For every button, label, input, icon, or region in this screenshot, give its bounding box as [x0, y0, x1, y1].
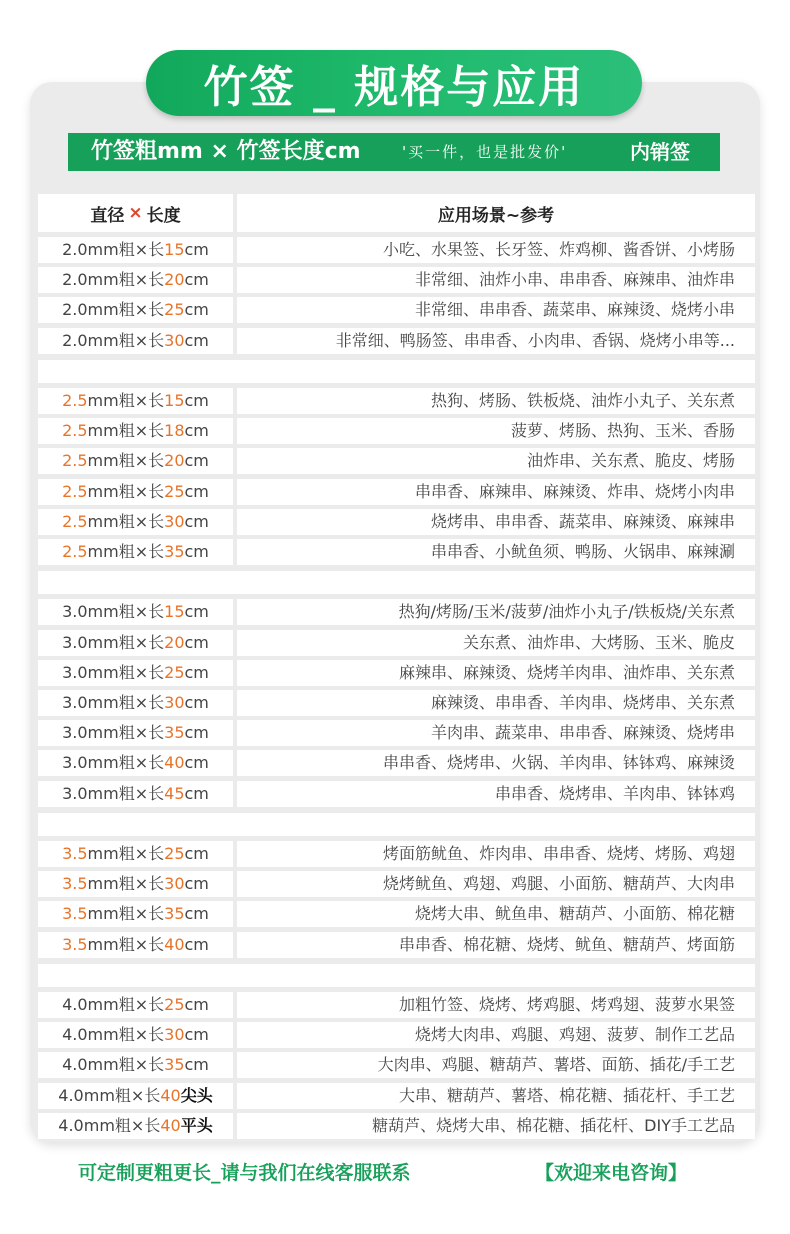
diameter-value: 3.5 — [62, 904, 88, 924]
diameter-value: 3.0 — [62, 723, 88, 743]
diameter-value: 3.0 — [62, 632, 88, 652]
length-value: 20 — [164, 632, 185, 652]
diameter-value: 2.0 — [62, 240, 88, 259]
diameter-value: 4.0 — [62, 1025, 88, 1045]
usage-cell: 小吃、水果签、长牙签、炸鸡柳、酱香饼、小烤肠 — [237, 237, 755, 263]
usage-cell: 热狗、烤肠、铁板烧、油炸小丸子、关东煮 — [237, 388, 755, 414]
size-cell — [38, 599, 233, 625]
size-connector: mm粗×长 — [87, 421, 165, 441]
length-unit: cm — [184, 1055, 209, 1075]
table-row — [38, 1113, 755, 1139]
tip-type: 平头 — [180, 1115, 213, 1135]
usage-cell: 非常细、串串香、蔬菜串、麻辣烫、烧烤小串 — [237, 297, 755, 323]
size-connector: mm粗×长 — [87, 723, 165, 743]
usage-cell: 串串香、小鱿鱼须、鸭肠、火锅串、麻辣涮 — [237, 539, 755, 565]
length-unit: cm — [184, 934, 209, 954]
diameter-value: 3.0 — [62, 662, 88, 682]
usage-cell: 烧烤大串、鱿鱼串、糖葫芦、小面筋、棉花糖 — [237, 901, 755, 927]
length-value: 25 — [164, 995, 185, 1014]
diameter-value: 2.5 — [62, 451, 88, 471]
size-connector: mm粗×长 — [87, 783, 165, 803]
table-row — [38, 388, 755, 414]
length-unit: cm — [184, 995, 209, 1014]
size-cell — [38, 992, 233, 1018]
size-connector: mm粗×长 — [87, 542, 165, 561]
table-row — [38, 297, 755, 323]
footer-custom-note: 可定制更粗更长_请与我们在线客服联系 — [78, 1162, 411, 1184]
diameter-value: 4.0 — [58, 1115, 84, 1135]
table-row — [38, 1052, 755, 1078]
length-unit: cm — [184, 602, 209, 622]
usage-cell: 大肉串、鸡腿、糖葫芦、薯塔、面筋、插花/手工艺 — [237, 1052, 755, 1078]
usage-cell: 烧烤鱿鱼、鸡翅、鸡腿、小面筋、糖葫芦、大肉串 — [237, 871, 755, 897]
size-cell — [38, 901, 233, 927]
size-connector: mm粗×长 — [87, 662, 165, 682]
diameter-value: 3.0 — [62, 783, 88, 803]
size-connector: mm粗×长 — [87, 451, 165, 471]
usage-cell: 烧烤大肉串、鸡腿、鸡翅、菠萝、制作工艺品 — [237, 1022, 755, 1048]
usage-cell: 糖葫芦、烧烤大串、棉花糖、插花杆、DIY手工艺品 — [237, 1113, 755, 1139]
table-row — [38, 267, 755, 293]
length-value: 25 — [164, 300, 185, 320]
length-value: 18 — [164, 421, 185, 441]
table-row — [38, 932, 755, 958]
length-unit: cm — [184, 874, 209, 894]
length-value: 35 — [164, 723, 185, 743]
diameter-value: 3.5 — [62, 934, 88, 954]
table-row — [38, 1022, 755, 1048]
length-unit: cm — [184, 511, 209, 531]
size-cell — [38, 630, 233, 656]
size-cell — [38, 448, 233, 474]
usage-cell: 烧烤串、串串香、蔬菜串、麻辣烫、麻辣串 — [237, 509, 755, 535]
length-value: 25 — [164, 481, 185, 501]
table-row — [38, 539, 755, 565]
size-connector: mm粗×长 — [87, 330, 165, 350]
subtitle-spec-format: 竹签粗mm × 竹签长度cm — [91, 139, 361, 164]
table-row — [38, 630, 755, 656]
size-connector: mm粗×长 — [87, 874, 165, 894]
size-cell — [38, 509, 233, 535]
size-connector: mm粗×长 — [87, 240, 165, 259]
size-connector: mm粗×长 — [87, 995, 165, 1014]
diameter-value: 3.5 — [62, 874, 88, 894]
length-unit: cm — [184, 421, 209, 441]
diameter-value: 2.5 — [62, 511, 88, 531]
length-value: 20 — [164, 270, 185, 290]
group-separator — [38, 360, 755, 383]
length-unit: cm — [184, 662, 209, 682]
size-cell — [38, 660, 233, 686]
diameter-value: 4.0 — [58, 1085, 84, 1105]
table-row — [38, 720, 755, 746]
diameter-value: 2.5 — [62, 421, 88, 441]
header-size — [38, 194, 233, 232]
length-unit: cm — [184, 723, 209, 743]
length-unit: cm — [184, 904, 209, 924]
length-value: 30 — [164, 511, 185, 531]
length-unit: cm — [184, 844, 209, 863]
size-cell — [38, 297, 233, 323]
usage-cell: 串串香、烧烤串、火锅、羊肉串、钵钵鸡、麻辣烫 — [237, 750, 755, 776]
length-value: 30 — [164, 693, 185, 712]
size-cell — [38, 479, 233, 505]
length-value: 40 — [160, 1085, 181, 1105]
size-connector: mm粗×长 — [87, 1055, 165, 1075]
size-cell — [38, 781, 233, 807]
length-value: 25 — [164, 844, 185, 863]
length-unit: cm — [184, 1025, 209, 1045]
size-cell — [38, 1113, 233, 1139]
length-unit: cm — [184, 753, 209, 773]
table-row — [38, 509, 755, 535]
size-connector: mm粗×长 — [87, 934, 165, 954]
subtitle-slogan: '买一件，也是批发价' — [402, 143, 568, 161]
usage-cell: 菠萝、烤肠、热狗、玉米、香肠 — [237, 418, 755, 444]
length-value: 35 — [164, 1055, 185, 1075]
length-unit: cm — [184, 693, 209, 712]
table-header — [38, 194, 755, 232]
page-title: 竹签 _ 规格与应用 — [146, 50, 642, 116]
table-row — [38, 599, 755, 625]
diameter-value: 2.0 — [62, 330, 88, 350]
length-value: 45 — [164, 783, 185, 803]
usage-cell: 串串香、麻辣串、麻辣烫、炸串、烧烤小肉串 — [237, 479, 755, 505]
header-length-label: 长度 — [146, 205, 181, 226]
length-value: 40 — [164, 753, 185, 773]
usage-cell: 串串香、棉花糖、烧烤、鱿鱼、糖葫芦、烤面筋 — [237, 932, 755, 958]
size-cell — [38, 539, 233, 565]
group-separator — [38, 964, 755, 987]
length-value: 15 — [164, 391, 185, 410]
length-value: 35 — [164, 542, 185, 561]
length-value: 30 — [164, 874, 185, 894]
table-row — [38, 901, 755, 927]
usage-cell: 加粗竹签、烧烤、烤鸡腿、烤鸡翅、菠萝水果签 — [237, 992, 755, 1018]
size-connector: mm粗×长 — [83, 1085, 161, 1105]
usage-cell: 串串香、烧烤串、羊肉串、钵钵鸡 — [237, 781, 755, 807]
length-value: 30 — [164, 330, 185, 350]
diameter-value: 3.0 — [62, 693, 88, 712]
diameter-value: 3.5 — [62, 844, 88, 863]
tip-type: 尖头 — [180, 1085, 213, 1105]
size-connector: mm粗×长 — [87, 602, 165, 622]
length-value: 15 — [164, 602, 185, 622]
size-connector: mm粗×长 — [87, 391, 165, 410]
size-cell — [38, 328, 233, 354]
diameter-value: 3.0 — [62, 753, 88, 773]
size-cell — [38, 237, 233, 263]
length-value: 40 — [160, 1115, 181, 1135]
usage-cell: 热狗/烤肠/玉米/菠萝/油炸小丸子/铁板烧/关东煮 — [237, 599, 755, 625]
size-cell — [38, 750, 233, 776]
length-unit: cm — [184, 451, 209, 471]
header-usage: 应用场景~参考 — [237, 194, 755, 232]
size-connector: mm粗×长 — [87, 270, 165, 290]
usage-cell: 麻辣串、麻辣烫、烧烤羊肉串、油炸串、关东煮 — [237, 660, 755, 686]
length-unit: cm — [184, 542, 209, 561]
table-row — [38, 237, 755, 263]
usage-cell: 羊肉串、蔬菜串、串串香、麻辣烫、烧烤串 — [237, 720, 755, 746]
diameter-value: 2.0 — [62, 270, 88, 290]
length-unit: cm — [184, 330, 209, 350]
size-cell — [38, 690, 233, 716]
size-connector: mm粗×长 — [87, 481, 165, 501]
length-unit: cm — [184, 391, 209, 410]
table-row — [38, 750, 755, 776]
size-connector: mm粗×长 — [87, 632, 165, 652]
usage-cell: 非常细、鸭肠签、串串香、小肉串、香锅、烧烤小串等... — [237, 328, 755, 354]
table-row — [38, 871, 755, 897]
size-connector: mm粗×长 — [87, 844, 165, 863]
footer-contact: 【欢迎来电咨询】 — [535, 1162, 688, 1184]
length-unit: cm — [184, 783, 209, 803]
diameter-value: 2.5 — [62, 542, 88, 561]
table-row — [38, 479, 755, 505]
diameter-value: 2.5 — [62, 481, 88, 501]
size-cell — [38, 932, 233, 958]
table-row — [38, 1083, 755, 1109]
diameter-value: 3.0 — [62, 602, 88, 622]
size-connector: mm粗×长 — [87, 753, 165, 773]
table-row — [38, 328, 755, 354]
table-row — [38, 448, 755, 474]
group-separator — [38, 571, 755, 594]
length-value: 15 — [164, 240, 185, 259]
size-connector: mm粗×长 — [87, 1025, 165, 1045]
usage-cell: 关东煮、油炸串、大烤肠、玉米、脆皮 — [237, 630, 755, 656]
subtitle-domestic-label: 内销签 — [630, 140, 690, 164]
size-cell — [38, 388, 233, 414]
length-value: 20 — [164, 451, 185, 471]
usage-cell: 麻辣烫、串串香、羊肉串、烧烤串、关东煮 — [237, 690, 755, 716]
table-row — [38, 660, 755, 686]
size-connector: mm粗×长 — [83, 1115, 161, 1135]
size-connector: mm粗×长 — [87, 511, 165, 531]
diameter-value: 4.0 — [62, 1055, 88, 1075]
length-unit: cm — [184, 300, 209, 320]
header-diameter-label: 直径 — [90, 205, 125, 226]
length-unit: cm — [184, 270, 209, 290]
length-value: 40 — [164, 934, 185, 954]
length-unit: cm — [184, 481, 209, 501]
table-row — [38, 690, 755, 716]
table-row — [38, 781, 755, 807]
size-connector: mm粗×长 — [87, 693, 165, 712]
header-times-symbol: × — [128, 203, 143, 223]
usage-cell: 大串、糖葫芦、薯塔、棉花糖、插花杆、手工艺 — [237, 1083, 755, 1109]
diameter-value: 2.0 — [62, 300, 88, 320]
size-cell — [38, 267, 233, 293]
size-connector: mm粗×长 — [87, 300, 165, 320]
group-separator — [38, 813, 755, 836]
size-cell — [38, 871, 233, 897]
size-cell — [38, 1022, 233, 1048]
diameter-value: 2.5 — [62, 391, 88, 410]
table-row — [38, 992, 755, 1018]
size-cell — [38, 418, 233, 444]
size-cell — [38, 1052, 233, 1078]
table-row — [38, 841, 755, 867]
size-cell — [38, 841, 233, 867]
length-value: 30 — [164, 1025, 185, 1045]
size-cell — [38, 720, 233, 746]
size-connector: mm粗×长 — [87, 904, 165, 924]
table-row — [38, 418, 755, 444]
length-unit: cm — [184, 240, 209, 259]
usage-cell: 烤面筋鱿鱼、炸肉串、串串香、烧烤、烤肠、鸡翅 — [237, 841, 755, 867]
diameter-value: 4.0 — [62, 995, 88, 1014]
size-cell — [38, 1083, 233, 1109]
length-value: 25 — [164, 662, 185, 682]
usage-cell: 油炸串、关东煮、脆皮、烤肠 — [237, 448, 755, 474]
length-unit: cm — [184, 632, 209, 652]
usage-cell: 非常细、油炸小串、串串香、麻辣串、油炸串 — [237, 267, 755, 293]
length-value: 35 — [164, 904, 185, 924]
